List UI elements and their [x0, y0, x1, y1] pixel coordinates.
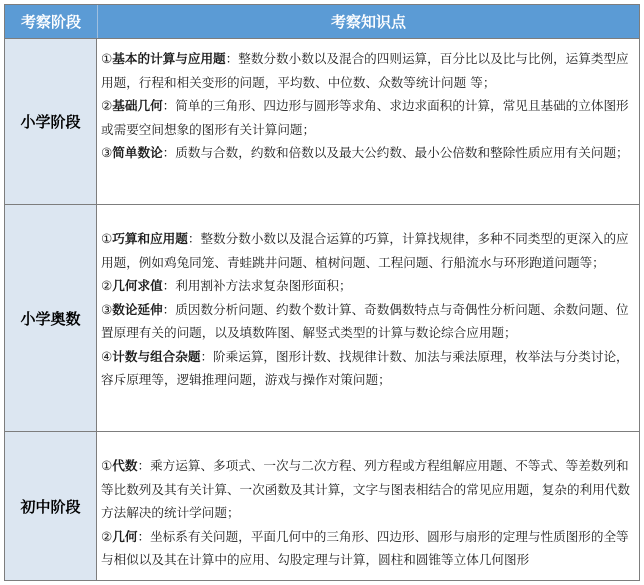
header-knowledge: 考察知识点 [330, 13, 406, 32]
knowledge-item: ②基础几何：简单的三角形、四边形与圆形等求角、求边求面积的计算，常见且基础的立体图形或需要空间想象的图形有关计算问题； [101, 98, 629, 137]
knowledge-cell [97, 432, 639, 580]
header-stage: 考察阶段 [5, 5, 98, 38]
knowledge-item: ②几何求值：利用割补方法求复杂图形面积； [101, 278, 352, 294]
knowledge-item: ①巧算和应用题：整数分数小数以及混合运算的巧算，计算找规律，多种不同类型的更深入的应用题，例如鸡兔同笼、青蛙跳井问题、植树问题、工程问题、行船流水与环形跑道问题等； [101, 231, 629, 270]
stage-cell: 初中阶段 [5, 432, 97, 580]
knowledge-item: ①代数：乘方运算、多项式、一次与二次方程、列方程或方程组解应用题、不等式、等差数列和等比数列及其有关计算、一次函数及其计算，文字与图表相结合的常见应用题，复杂的利用代数方法解决的统计学问题； [101, 458, 630, 521]
stage-cell: 小学阶段 [5, 39, 97, 204]
table-row [5, 205, 639, 432]
knowledge-cell [97, 205, 639, 431]
table-header [5, 5, 639, 39]
knowledge-item: ①基本的计算与应用题：整数分数小数以及混合的四则运算，百分比以及比与比例，运算类型应用题，行程和相关变形的问题，平均数、中位数、众数等统计问题 等； [101, 51, 629, 90]
stage-cell: 小学奥数 [5, 205, 97, 431]
table-row [5, 432, 639, 580]
knowledge-item: ④计数与组合杂题：阶乘运算，图形计数、找规律计数、加法与乘法原理，枚举法与分类讨论，容斥原理等，逻辑推理问题，游戏与操作对策问题； [101, 348, 629, 388]
knowledge-item: ②几何：坐标系有关问题，平面几何中的三角形、四边形、圆形与扇形的定理与性质图形的全等与相似以及其在计算中的应用、勾股定理与计算，圆柱和圆锥等立体几何图形 [101, 528, 629, 568]
knowledge-table [4, 4, 640, 581]
knowledge-cell [97, 39, 639, 204]
table-row [5, 39, 639, 205]
knowledge-item: ③简单数论：质数与合数，约数和倍数以及最大公约数、最小公倍数和整除性质应用有关问题； [101, 145, 629, 161]
knowledge-item: ③数论延伸：质因数分析问题、约数个数计算、奇数偶数特点与奇偶性分析问题、余数问题、位置原理有关的问题，以及填数阵图、解竖式类型的计算与数论综合应用题； [101, 301, 629, 341]
